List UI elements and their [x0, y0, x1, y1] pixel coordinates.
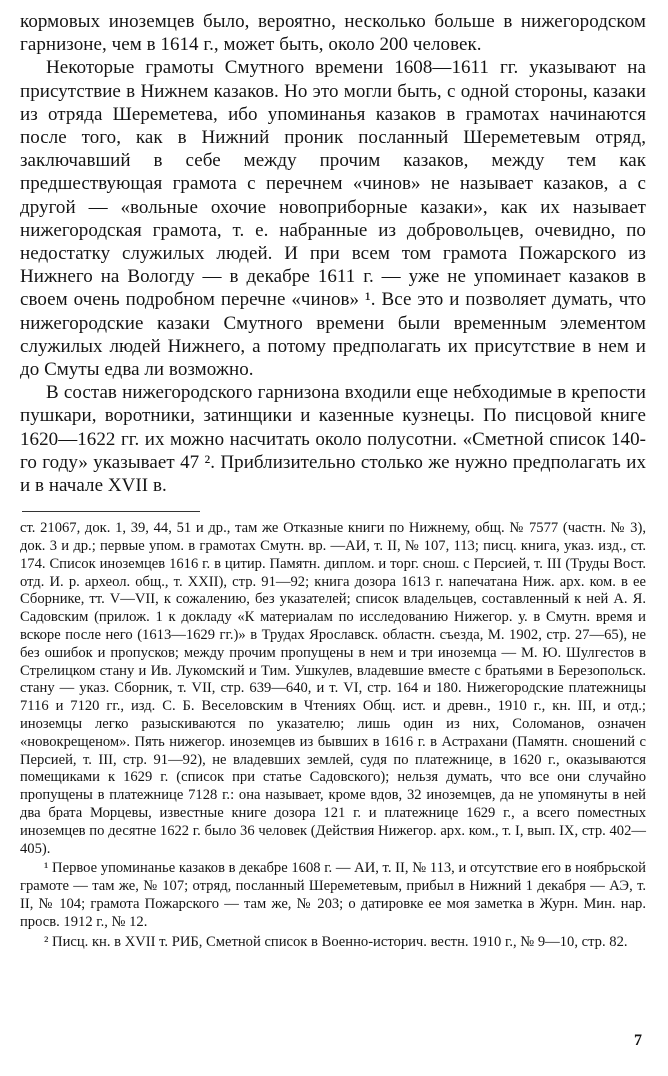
footnote-2: ² Писц. кн. в XVII т. РИБ, Сметной список в Военно-историч. вестн. 1910 г., № 9—10, стр. 82. [44, 933, 628, 950]
paragraph-1: кормовых иноземцев было, вероятно, несколько больше в нижегородском гарнизоне, чем в 1614 г., может быть, около 200 человек. [20, 11, 646, 56]
paragraph-3: В состав нижегородского гарнизона входили еще небходимые в крепости пушкари, воротники, затинщики и казенные кузнецы. По писцовой книге 1620—1622 гг. их можно насчитать около полусотни. «Сметной список 140-го году» указывает 47 ². Приблизительно столько же нужно предполагать их и в начале XVII в. [20, 382, 646, 497]
footnote-continuation: ст. 21067, док. 1, 39, 44, 51 и др., там же Отказные книги по Нижнему, общ. № 7577 (частн. № 3), док. 3 и др.; первые упом. в грамотах Смутн. вр. —АИ, т. II, № 107, 113; писц. книга, указ. изд., ст. 174. Список иноземцев 1616 г. в цитир. Памятн. диплом. и торг. снош. с Персией, т. III (Труды Вост. отд. И. р. археол. общ., т. XXII), стр. 91—92; книга дозора 1613 г. напечатана Ниж. арх. ком. в ее Сборнике, тт. V—VII, к сожалению, без указателей; список владельцев, составленный к ней А. Я. Садовским (прилож. 1 к докладу «К материалам по исследованию Нижегор. у. в Смутн. время и вскоре после него (1613—1629 гг.)» в Трудах Ярославск. областн. съезда, М. 1902, стр. 27—65), не без ошибок и пропусков; между прочим пропущены в нем и три иноземца — М. Ю. Шулгестов в Стрелицком стану и Ив. Лукомский и Тим. Ушкулев, владевшие вместе с братьями в Березопольск. стану — указ. Сборник, т. VII, стр. 639—640, и т. VI, стр. 164 и 180. Нижегородские платежницы 7116 и 7120 гг., изд. С. Б. Веселовским в Чтениях Общ. ист. и древн., 1910 г., кн. III, и отд.; иноземцы легко разыскиваются по указателю; лишь один из них, Соломанов, означен «новокрещеном». Пять нижегор. иноземцев из бывших в 1616 г. в Астрахани (Памятн. сношений с Персией, т. III, стр. 91—92), не владевших землей, судя по платежнице, в 1620 г., оказываются помещиками к 1629 г. (список при статье Садовского); нельзя думать, что все они случайно пропущены в платежнице 7128 г.: она называет, кроме вдов, 32 иноземцев, да не упомянуты в ней два брата Морцевы, известные книге дозора 121 г. и платежнице 1629 г., а всего поместных иноземцев по десятне 1622 г. было 36 человек (Действия Нижегор. арх. ком., т. I, вып. IX, стр. 402—405). [20, 520, 646, 857]
paragraph-2: Некоторые грамоты Смутного времени 1608—1611 гг. указывают на присутствие в Нижнем казаков. Но это могли быть, с одной стороны, казаки из отряда Шереметева, ибо упоминанья казаков в грамотах начинаются после того, как в Нижний проник посланный Шереметевым отряд, заключавший в себе между прочим казаков, между тем как предшествующая грамота с перечнем «чинов» не называет казаков, а с другой — «вольные охочие новоприборные казаки», как их называет нижегородская грамота, т. е. набранные из добровольцев, очевидно, по недостатку служилых людей. И при всем том грамота Пожарского из Нижнего на Вологду — в декабре 1611 г. — уже не упоминает казаков в своем очень подробном перечне «чинов» ¹. Все это и позволяет думать, что нижегородские казаки Смутного времени были временным элементом служилых людей Нижнего, а потому предполагать их присутствие в нем и до Смуты едва ли возможно. [20, 57, 646, 381]
main-text [20, 10, 646, 497]
footnotes [20, 520, 646, 951]
page-number: 7 [634, 1032, 642, 1049]
footnote-divider [22, 511, 200, 512]
footnote-1: ¹ Первое упоминанье казаков в декабре 1608 г. — АИ, т. II, № 113, и отсутствие его в ноябрьской грамоте — там же, № 107; отряд, посланный Шереметевым, прибыл в Нижний 1 декабря — АЭ, т. II, № 104; грамота Пожарского — там же, № 203; о датировке ее моя заметка в Журн. Мин. нар. просв. 1912 г., № 12. [20, 860, 646, 930]
